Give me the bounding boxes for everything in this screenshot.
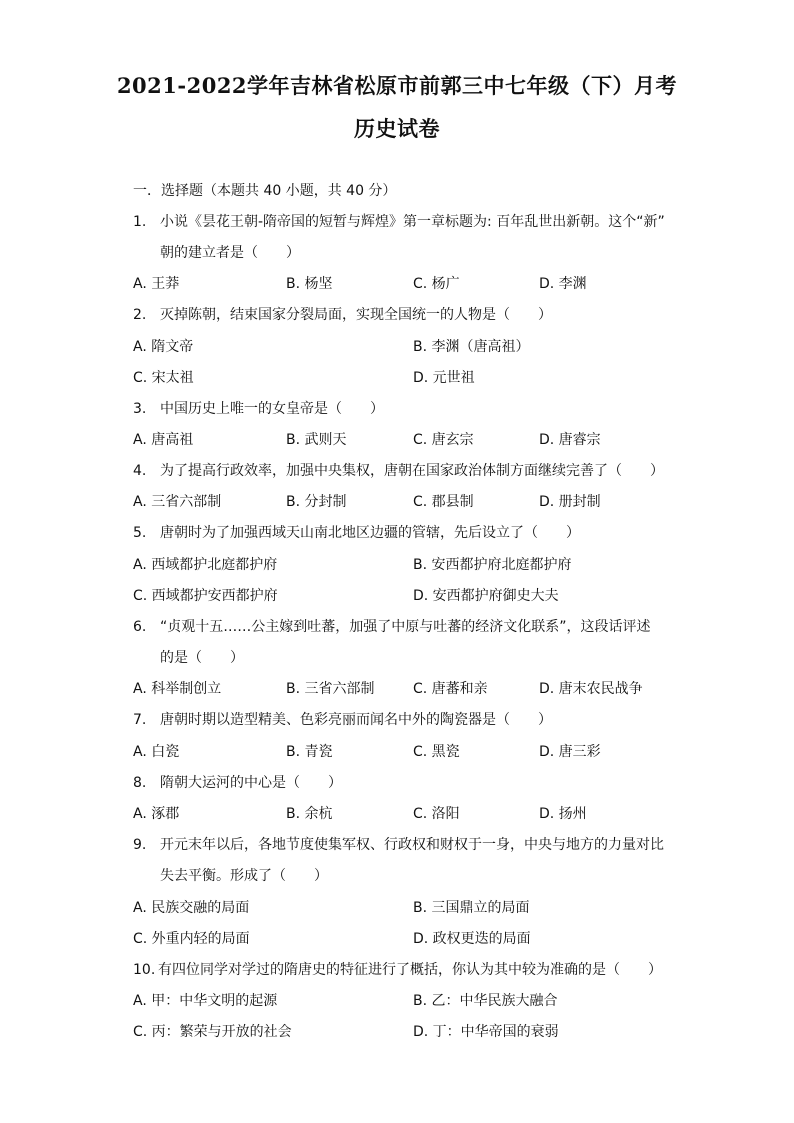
option-d: D. 丁：中华帝国的衰弱 (413, 1024, 559, 1040)
option-b: B. 安西都护府北庭都护府 (413, 557, 572, 573)
question-number: 2. (133, 307, 147, 323)
exam-title-line2: 历史试卷 (354, 116, 440, 141)
option-d: D. 扬州 (539, 806, 587, 822)
question-text: 小说《昙花王朝-隋帝国的短暂与辉煌》第一章标题为: 百年乱世出新朝。这个“新” (160, 214, 665, 230)
option-c: C. 唐蕃和亲 (413, 681, 488, 697)
question-text: 失去平衡。形成了（ ） (160, 868, 328, 884)
option-d: D. 政权更迭的局面 (413, 931, 531, 947)
option-b: B. 三国鼎立的局面 (413, 900, 530, 916)
option-c: C. 杨广 (413, 276, 460, 292)
option-a: A. 民族交融的局面 (133, 900, 250, 916)
question-number: 4. (133, 463, 147, 479)
option-c: C. 洛阳 (413, 806, 460, 822)
option-b: B. 乙：中华民族大融合 (413, 993, 558, 1009)
question-text: 唐朝时期以造型精美、色彩亮丽而闻名中外的陶瓷器是（ ） (160, 712, 552, 728)
section-heading: 一．选择题（本题共 40 小题，共 40 分） (133, 183, 397, 199)
question-text: 灭掉陈朝，结束国家分裂局面，实现全国统一的人物是（ ） (160, 307, 552, 323)
question-number: 9. (133, 837, 147, 853)
question-text: 开元末年以后，各地节度使集军权、行政权和财权于一身，中央与地方的力量对比 (160, 837, 664, 853)
option-c: C. 黑瓷 (413, 744, 460, 760)
question-text: 唐朝时为了加强西域天山南北地区边疆的管辖，先后设立了（ ） (160, 525, 580, 541)
option-c: C. 丙：繁荣与开放的社会 (133, 1024, 292, 1040)
question-text: 中国历史上唯一的女皇帝是（ ） (160, 401, 384, 417)
option-d: D. 唐末农民战争 (539, 681, 643, 697)
question-text: “贞观十五……公主嫁到吐蕃，加强了中原与吐蕃的经济文化联系”，这段话评述 (160, 619, 651, 635)
option-a: A. 科举制创立 (133, 681, 222, 697)
option-d: D. 唐睿宗 (539, 432, 601, 448)
option-b: B. 三省六部制 (286, 681, 375, 697)
option-d: D. 册封制 (539, 494, 601, 510)
option-c: C. 外重内轻的局面 (133, 931, 250, 947)
question-text: 为了提高行政效率，加强中央集权，唐朝在国家政治体制方面继续完善了（ ） (160, 463, 664, 479)
option-a: A. 西域都护北庭都护府 (133, 557, 278, 573)
option-d: D. 安西都护府御史大夫 (413, 588, 559, 604)
question-number: 5. (133, 525, 147, 541)
question-number: 1. (133, 214, 147, 230)
question-number: 7. (133, 712, 147, 728)
option-c: C. 唐玄宗 (413, 432, 474, 448)
option-a: A. 白瓷 (133, 744, 180, 760)
exam-title-line1: 2021-2022学年吉林省松原市前郭三中七年级（下）月考 (116, 73, 678, 98)
option-c: C. 郡县制 (413, 494, 474, 510)
option-d: D. 唐三彩 (539, 744, 601, 760)
option-b: B. 分封制 (286, 494, 347, 510)
question-number: 3. (133, 401, 147, 417)
option-d: D. 李渊 (539, 276, 587, 292)
option-c: C. 宋太祖 (133, 370, 194, 386)
option-b: B. 李渊（唐高祖） (413, 339, 530, 355)
option-a: A. 唐高祖 (133, 432, 194, 448)
question-text: 有四位同学对学过的隋唐史的特征进行了概括，你认为其中较为准确的是（ ） (158, 962, 662, 978)
option-a: A. 甲：中华文明的起源 (133, 993, 278, 1009)
question-number: 8. (133, 775, 147, 791)
option-d: D. 元世祖 (413, 370, 475, 386)
option-a: A. 三省六部制 (133, 494, 222, 510)
option-b: B. 余杭 (286, 806, 333, 822)
option-a: A. 王莽 (133, 276, 180, 292)
option-a: A. 隋文帝 (133, 339, 194, 355)
question-text: 朝的建立者是（ ） (160, 245, 300, 261)
option-b: B. 武则天 (286, 432, 347, 448)
question-number: 10. (133, 962, 156, 978)
option-b: B. 青瓷 (286, 744, 333, 760)
option-b: B. 杨坚 (286, 276, 333, 292)
option-a: A. 涿郡 (133, 806, 180, 822)
question-number: 6. (133, 619, 147, 635)
question-text: 的是（ ） (160, 650, 244, 666)
question-text: 隋朝大运河的中心是（ ） (160, 775, 342, 791)
option-c: C. 西域都护安西都护府 (133, 588, 278, 604)
